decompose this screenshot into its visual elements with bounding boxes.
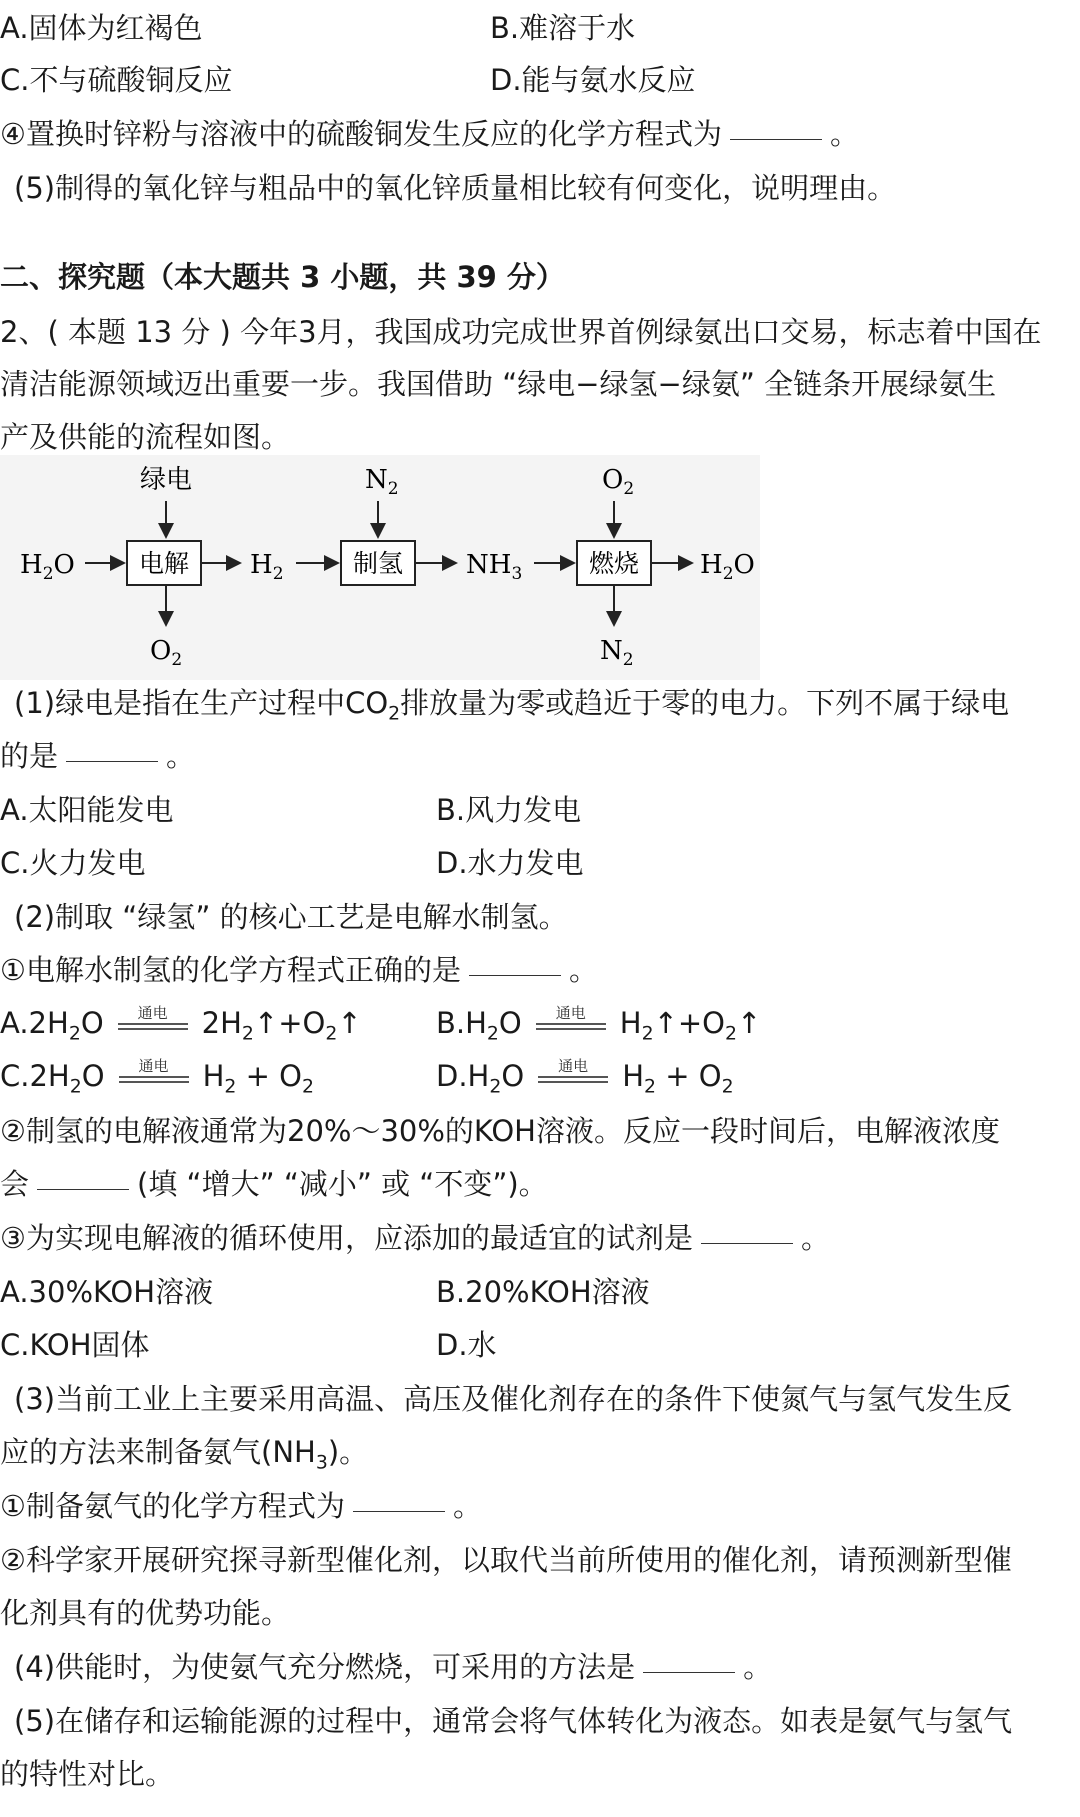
sub2-q2-text-a: 会 [0, 1167, 30, 1201]
question-4-text: ④置换时锌粉与溶液中的硫酸铜发生反应的化学方程式为 [0, 117, 722, 151]
q2-intro-line3: 产及供能的流程如图。 [0, 420, 291, 454]
sub2-option-d: D.水 [436, 1328, 497, 1362]
sub1-option-c: C.火力发电 [0, 846, 146, 880]
sub3-q2-line2: 化剂具有的优势功能。 [0, 1596, 291, 1630]
output-o2: $O_2$ [150, 636, 183, 670]
sub2-option-a: A.30%KOH溶液 [0, 1275, 214, 1309]
period: 。 [830, 117, 860, 151]
electrolysis-condition: 通电 [115, 1056, 193, 1096]
sub1-line1: (1)绿电是指在生产过程中$CO_2$排放量为零或趋近于零的电力。下列不属于绿电 [14, 686, 1010, 725]
sub2-q3-text: ③为实现电解液的循环使用，应添加的最适宜的试剂是 [0, 1221, 693, 1255]
period: 。 [801, 1221, 831, 1255]
input-o2: $O_2$ [602, 465, 635, 499]
sub5-line1: (5)在储存和运输能源的过程中，通常会将气体转化为液态。如表是氨气与氢气 [14, 1704, 1013, 1738]
sub2-q3 [0, 1218, 830, 1258]
flow-h2o-in: $H_2O$ [20, 550, 75, 584]
sub2-option-b: B.20%KOH溶液 [436, 1275, 650, 1309]
box-electrolysis-label: 电解 [139, 549, 190, 578]
sub1-option-a: A.太阳能发电 [0, 793, 174, 827]
answer-blank[interactable] [353, 1511, 445, 1512]
electrolysis-condition: 通电 [532, 1003, 610, 1043]
sub3-line1: (3)当前工业上主要采用高温、高压及催化剂存在的条件下使氮气与氢气发生反 [14, 1382, 1013, 1416]
sub2-q1 [0, 950, 598, 990]
sub3-text-b: )。 [327, 1435, 369, 1469]
equation-option-b: $B.H_2O$ 通电 $H_2↑+O_2↑$ [436, 1004, 762, 1045]
sub3-line2: 应的方法来制备氨气$(NH_3)$。 [0, 1435, 369, 1474]
equation-option-d: $D.H_2O$ 通电 $H_2 + O_2$ [436, 1057, 734, 1098]
option-c: C.不与硫酸铜反应 [0, 63, 233, 97]
flow-h2: $H_2$ [250, 550, 284, 584]
q2-intro-line1: 2、( 本题 13 分 ) 今年3月，我国成功完成世界首例绿氨出口交易，标志着中国在 [0, 315, 1042, 349]
sub1-option-b: B.风力发电 [436, 793, 582, 827]
input-n2: $N_2$ [365, 465, 399, 499]
sub2-q2-text-b: (填 “增大” “减小” 或 “不变”)。 [137, 1167, 548, 1201]
question-4 [0, 114, 859, 154]
answer-blank[interactable] [469, 975, 561, 976]
question-5: (5)制得的氧化锌与粗品中的氧化锌质量相比较有何变化，说明理由。 [14, 171, 897, 205]
sub2-title: (2)制取 “绿氢” 的核心工艺是电解水制氢。 [14, 900, 568, 934]
option-a: A.固体为红褐色 [0, 11, 203, 45]
sub5-line2: 的特性对比。 [0, 1757, 175, 1791]
sub2-option-c: C.KOH固体 [0, 1328, 150, 1362]
sub3-q1-text: ①制备氨气的化学方程式为 [0, 1489, 345, 1523]
sub3-text-a: 应的方法来制备氨气(NH [0, 1435, 316, 1469]
sub1-text-a: (1)绿电是指在生产过程中CO [14, 686, 389, 720]
box-hydrogen-label: 制氢 [353, 549, 404, 578]
sub4 [14, 1647, 772, 1687]
q2-intro-line2: 清洁能源领域迈出重要一步。我国借助 “绿电−绿氢−绿氨” 全链条开展绿氨生 [0, 367, 997, 401]
equation-option-a: $A.2H_2O$ 通电 $2H_2↑+O_2↑$ [0, 1004, 362, 1045]
flow-nh3: $NH_3$ [466, 550, 523, 584]
period: 。 [569, 953, 599, 987]
answer-blank[interactable] [730, 139, 822, 140]
sub4-text: (4)供能时，为使氨气充分燃烧，可采用的方法是 [14, 1650, 636, 1684]
process-flow-diagram [0, 455, 760, 680]
period: 。 [743, 1650, 773, 1684]
sub2-q1-text: ①电解水制氢的化学方程式正确的是 [0, 953, 461, 987]
answer-blank[interactable] [66, 761, 158, 762]
answer-blank[interactable] [37, 1189, 129, 1190]
electrolysis-condition: 通电 [114, 1003, 192, 1043]
answer-blank[interactable] [701, 1243, 793, 1244]
sub2-q2-line1: ②制氢的电解液通常为20%～30%的KOH溶液。反应一段时间后，电解液浓度 [0, 1114, 1000, 1148]
output-n2: $N_2$ [600, 636, 634, 670]
flow-h2o-out: $H_2O$ [700, 550, 755, 584]
option-b: B.难溶于水 [490, 11, 636, 45]
option-d: D.能与氨水反应 [490, 63, 696, 97]
input-green-power: 绿电 [140, 465, 193, 495]
sub1-option-d: D.水力发电 [436, 846, 584, 880]
sub1-line2-text: 的是 [0, 739, 59, 773]
sub3-q1 [0, 1486, 482, 1526]
flow-svg [0, 455, 760, 680]
electrolysis-condition: 通电 [534, 1056, 612, 1096]
section-heading: 二、探究题（本大题共 3 小题，共 39 分） [0, 260, 565, 294]
answer-blank[interactable] [643, 1672, 735, 1673]
box-combustion-label: 燃烧 [589, 549, 640, 578]
sub1-line2 [0, 736, 195, 776]
equation-option-c: $C.2H_2O$ 通电 $H_2 + O_2$ [0, 1057, 314, 1098]
sub3-q2-line1: ②科学家开展研究探寻新型催化剂，以取代当前所使用的催化剂，请预测新型催 [0, 1543, 1012, 1577]
period: 。 [166, 739, 196, 773]
period: 。 [453, 1489, 483, 1523]
sub1-text-b: 排放量为零或趋近于零的电力。下列不属于绿电 [400, 686, 1010, 720]
sub2-q2-line2 [0, 1164, 548, 1204]
